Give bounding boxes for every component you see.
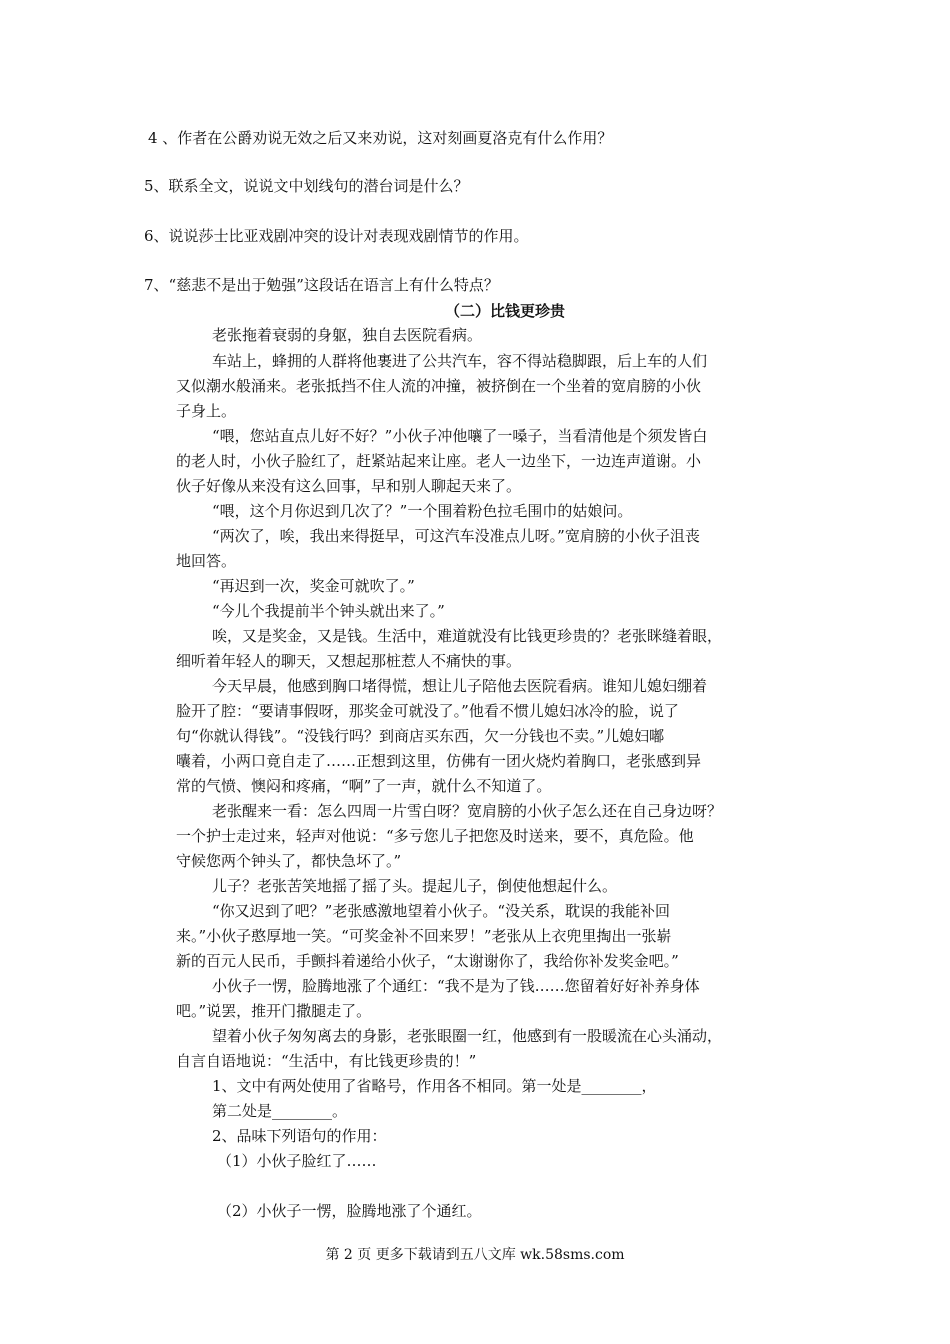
story-line: “两次了，唉，我出来得挺早，可这汽车没准点儿呀。”宽肩膀的小伙子沮丧 xyxy=(212,527,700,545)
story-line: 老张拖着衰弱的身躯，独自去医院看病。 xyxy=(212,326,483,344)
question-1-cont: 第二处是________。 xyxy=(212,1102,348,1120)
story-line: 脸开了腔：“要请事假呀，那奖金可就没了。”他看不惯儿媳妇冰冷的脸，说了 xyxy=(176,702,679,720)
question-2: 2、品味下列语句的作用： xyxy=(212,1127,387,1145)
story-line: 守候您两个钟头了，都快急坏了。” xyxy=(176,852,402,870)
question-2-item-2: （2）小伙子一愣，脸腾地涨了个通红。 xyxy=(217,1202,482,1220)
story-line: 句“你就认得钱”。“没钱行吗？到商店买东西，欠一分钱也不卖。”儿媳妇嘟 xyxy=(176,727,665,745)
question-6: 6、说说莎士比亚戏剧冲突的设计对表现戏剧情节的作用。 xyxy=(144,227,529,245)
section-title: （二）比钱更珍贵 xyxy=(444,302,565,320)
question-4: 4 、作者在公爵劝说无效之后又来劝说，这对刻画夏洛克有什么作用？ xyxy=(148,129,613,147)
question-7: 7、“慈悲不是出于勉强”这段话在语言上有什么特点？ xyxy=(144,276,499,294)
story-line: 望着小伙子匆匆离去的身影，老张眼圈一红，他感到有一股暖流在心头涌动， xyxy=(212,1027,723,1045)
story-line: “你又迟到了吧？”老张感激地望着小伙子。“没关系，耽误的我能补回 xyxy=(212,902,671,920)
story-line: 子身上。 xyxy=(176,402,237,420)
story-line: “喂，这个月你迟到几次了？”一个围着粉色拉毛围巾的姑娘问。 xyxy=(212,502,633,520)
story-line: 唉，又是奖金，又是钱。生活中，难道就没有比钱更珍贵的？老张眯缝着眼， xyxy=(212,627,723,645)
story-line: 小伙子一愣，脸腾地涨了个通红：“我不是为了钱……您留着好好补养身体 xyxy=(212,977,700,995)
story-line: 常的气愤、懊闷和疼痛，“啊”了一声，就什么不知道了。 xyxy=(176,777,552,795)
question-1: 1、文中有两处使用了省略号，作用各不相同。第一处是________， xyxy=(212,1077,657,1095)
story-line: 一个护士走过来，轻声对他说：“多亏您儿子把您及时送来，要不，真危险。他 xyxy=(176,827,694,845)
story-line: 车站上，蜂拥的人群将他裹进了公共汽车，容不得站稳脚跟，后上车的人们 xyxy=(212,352,708,370)
story-line: 今天早晨，他感到胸口堵得慌，想让儿子陪他去医院看病。谁知儿媳妇绷着 xyxy=(212,677,708,695)
story-line: 新的百元人民币，手颤抖着递给小伙子，“太谢谢你了，我给你补发奖金吧。” xyxy=(176,952,679,970)
question-2-item-1: （1）小伙子脸红了…… xyxy=(217,1152,377,1170)
story-line: “再迟到一次，奖金可就吹了。” xyxy=(212,577,415,595)
story-line: 吧。”说罢，推开门撒腿走了。 xyxy=(176,1002,372,1020)
story-line: 又似潮水般涌来。老张抵挡不住人流的冲撞，被挤倒在一个坐着的宽肩膀的小伙 xyxy=(176,377,702,395)
page-footer: 第 2 页 更多下载请到五八文库 wk.58sms.com xyxy=(325,1247,625,1263)
story-line: 的老人时，小伙子脸红了，赶紧站起来让座。老人一边坐下，一边连声道谢。小 xyxy=(176,452,702,470)
story-line: 来。”小伙子憨厚地一笑。“可奖金补不回来罗！”老张从上衣兜里掏出一张崭 xyxy=(176,927,672,945)
story-line: 细听着年轻人的聊天，又想起那桩惹人不痛快的事。 xyxy=(176,652,522,670)
story-line: 老张醒来一看：怎么四周一片雪白呀？宽肩膀的小伙子怎么还在自己身边呀？ xyxy=(212,802,723,820)
story-line: “喂，您站直点儿好不好？”小伙子冲他嚷了一嗓子，当看清他是个须发皆白 xyxy=(212,427,708,445)
story-line: 囔着，小两口竟自走了……正想到这里，仿佛有一团火烧灼着胸口，老张感到异 xyxy=(176,752,702,770)
story-line: 儿子？老张苦笑地摇了摇了头。提起儿子，倒使他想起什么。 xyxy=(212,877,618,895)
story-line: 自言自语地说：“生活中，有比钱更珍贵的！” xyxy=(176,1052,477,1070)
question-5: 5、联系全文，说说文中划线句的潜台词是什么？ xyxy=(144,177,469,195)
story-line: 地回答。 xyxy=(176,552,237,570)
story-line: “今儿个我提前半个钟头就出来了。” xyxy=(212,602,445,620)
story-line: 伙子好像从来没有这么回事，早和别人聊起天来了。 xyxy=(176,477,522,495)
